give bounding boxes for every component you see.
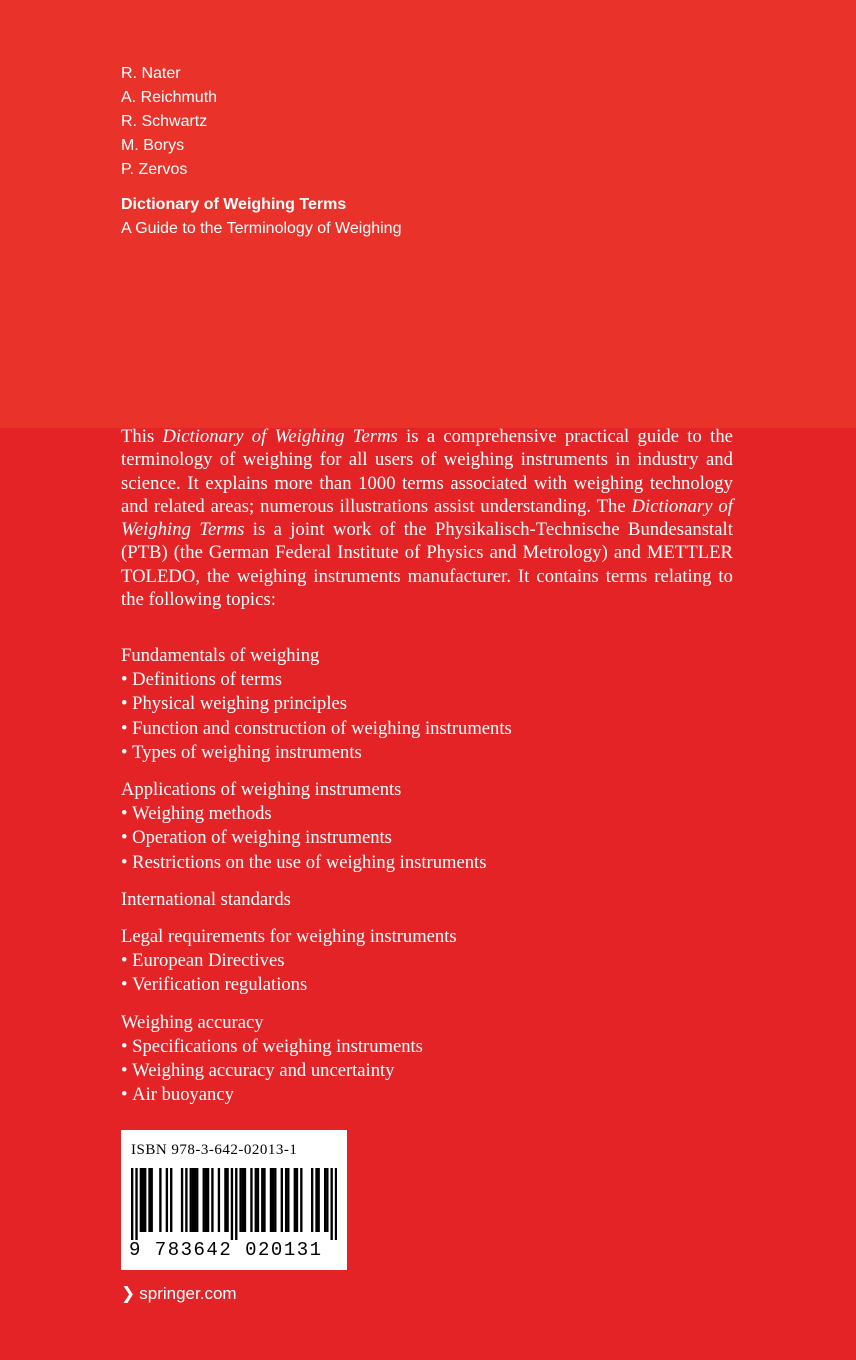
barcode-bar [242,1168,244,1232]
barcode-bar [159,1168,161,1232]
topic-heading: Applications of weighing instruments [121,779,402,801]
barcode-bar [335,1168,337,1240]
barcode-bar [194,1168,196,1232]
barcode-bar [151,1168,153,1232]
barcode-bar [255,1168,257,1232]
barcode-bar [181,1168,183,1232]
author-name: P. Zervos [121,161,188,178]
barcode-bar [317,1168,319,1232]
description-title-italic: Dictionary of Weighing Terms [121,495,733,541]
topic-item: • Verification regulations [121,973,741,997]
barcode-bar [142,1168,144,1232]
topic-heading: Weighing accuracy [121,1011,264,1033]
barcode-bar [148,1168,150,1232]
barcode-bar [294,1168,296,1232]
barcode-bar [131,1168,133,1240]
barcode-bar [166,1168,168,1232]
author-name: M. Borys [121,137,185,154]
barcode-bar [296,1168,298,1232]
topic-group [121,1011,741,1108]
description-title-italic: Dictionary of Weighing Terms [162,426,398,447]
topic-item: • European Directives [121,949,741,973]
author-name: A. Reichmuth [121,89,218,106]
barcode-bar [261,1168,263,1232]
barcode-bar [263,1168,265,1232]
barcode-bar [274,1168,276,1232]
author-list [121,62,217,182]
barcode-bar [218,1168,220,1232]
topic-item: • Operation of weighing instruments [121,826,741,850]
topic-group [121,925,741,998]
barcode-bar [281,1168,283,1232]
topic-item: • Air buoyancy [121,1083,741,1107]
barcode-bar [315,1168,317,1232]
chevron-right-icon: ❯ [121,1284,136,1303]
topic-item: • Definitions of terms [121,668,741,692]
topic-heading: Fundamentals of weighing [121,645,320,666]
book-title: Dictionary of Weighing Terms [121,196,347,213]
description-text: is a comprehensive practical guide to the terminology of weighing for all users of weighing instruments in industry and science. It explains more than 1000 terms associated with weighing technology and related areas; numerous illustrations assist understanding. The [121,426,733,517]
barcode-bar [190,1168,192,1232]
barcode-bar [226,1168,228,1232]
barcode-bar [192,1168,194,1232]
barcode-bar [300,1168,302,1232]
barcode-bar [170,1168,172,1232]
springer-link-text: springer.com [139,1284,237,1303]
barcode-bar [311,1168,313,1232]
author-name: R. Schwartz [121,113,208,130]
barcode-bar [185,1168,187,1232]
barcode-bar [287,1168,289,1232]
topic-group [121,778,741,875]
topic-item: • Weighing accuracy and uncertainty [121,1059,741,1083]
barcode-bar [140,1168,142,1232]
barcode-bar [231,1168,233,1240]
topic-item: • Types of weighing instruments [121,741,741,765]
barcode-bar [203,1168,205,1232]
barcode-bar [235,1168,237,1240]
book-subtitle: A Guide to the Terminology of Weighing [121,220,402,237]
topic-group [121,644,741,765]
barcode-bar [196,1168,198,1232]
springer-link[interactable] [121,1284,237,1304]
topic-item: • Specifications of weighing instruments [121,1035,741,1059]
barcode-bar [326,1168,328,1232]
topic-list [121,644,741,1120]
barcode-bar [205,1168,207,1232]
barcode-bar [270,1168,272,1232]
barcode-digits: 9 783642 020131 [129,1239,323,1261]
barcode-bar [257,1168,259,1232]
barcode-bars [131,1168,337,1240]
barcode-bar [211,1168,213,1232]
barcode-bar [239,1168,241,1232]
barcode-bar [135,1168,137,1240]
barcode-bar [330,1168,332,1240]
topic-heading: Legal requirements for weighing instruments [121,926,457,948]
barcode-bar [244,1168,246,1232]
barcode-bar [207,1168,209,1232]
author-name: R. Nater [121,65,181,82]
barcode-bar [285,1168,287,1232]
barcode-bar [144,1168,146,1232]
barcode-bar [224,1168,226,1232]
barcode-bar [272,1168,274,1232]
book-description [121,425,733,611]
description-text: This [121,426,163,447]
topic-item: • Function and construction of weighing instruments [121,717,741,741]
barcode-bar [250,1168,252,1232]
topic-item: • Physical weighing principles [121,692,741,716]
isbn-number: ISBN 978-3-642-02013-1 [131,1142,298,1158]
description-text: is a joint work of the Physikalisch-Technische Bundesanstalt (PTB) (the German Federal Institute of Physics and Metrology) and METTLER TOLEDO, the weighing instruments manufacturer. It contains terms relating to the following topics: [121,519,733,611]
barcode-bar [324,1168,326,1232]
topic-item: • Weighing methods [121,802,741,826]
isbn-barcode [121,1130,347,1270]
topic-group [121,888,741,912]
topic-item: • Restrictions on the use of weighing instruments [121,851,741,875]
topic-heading: International standards [121,888,291,910]
